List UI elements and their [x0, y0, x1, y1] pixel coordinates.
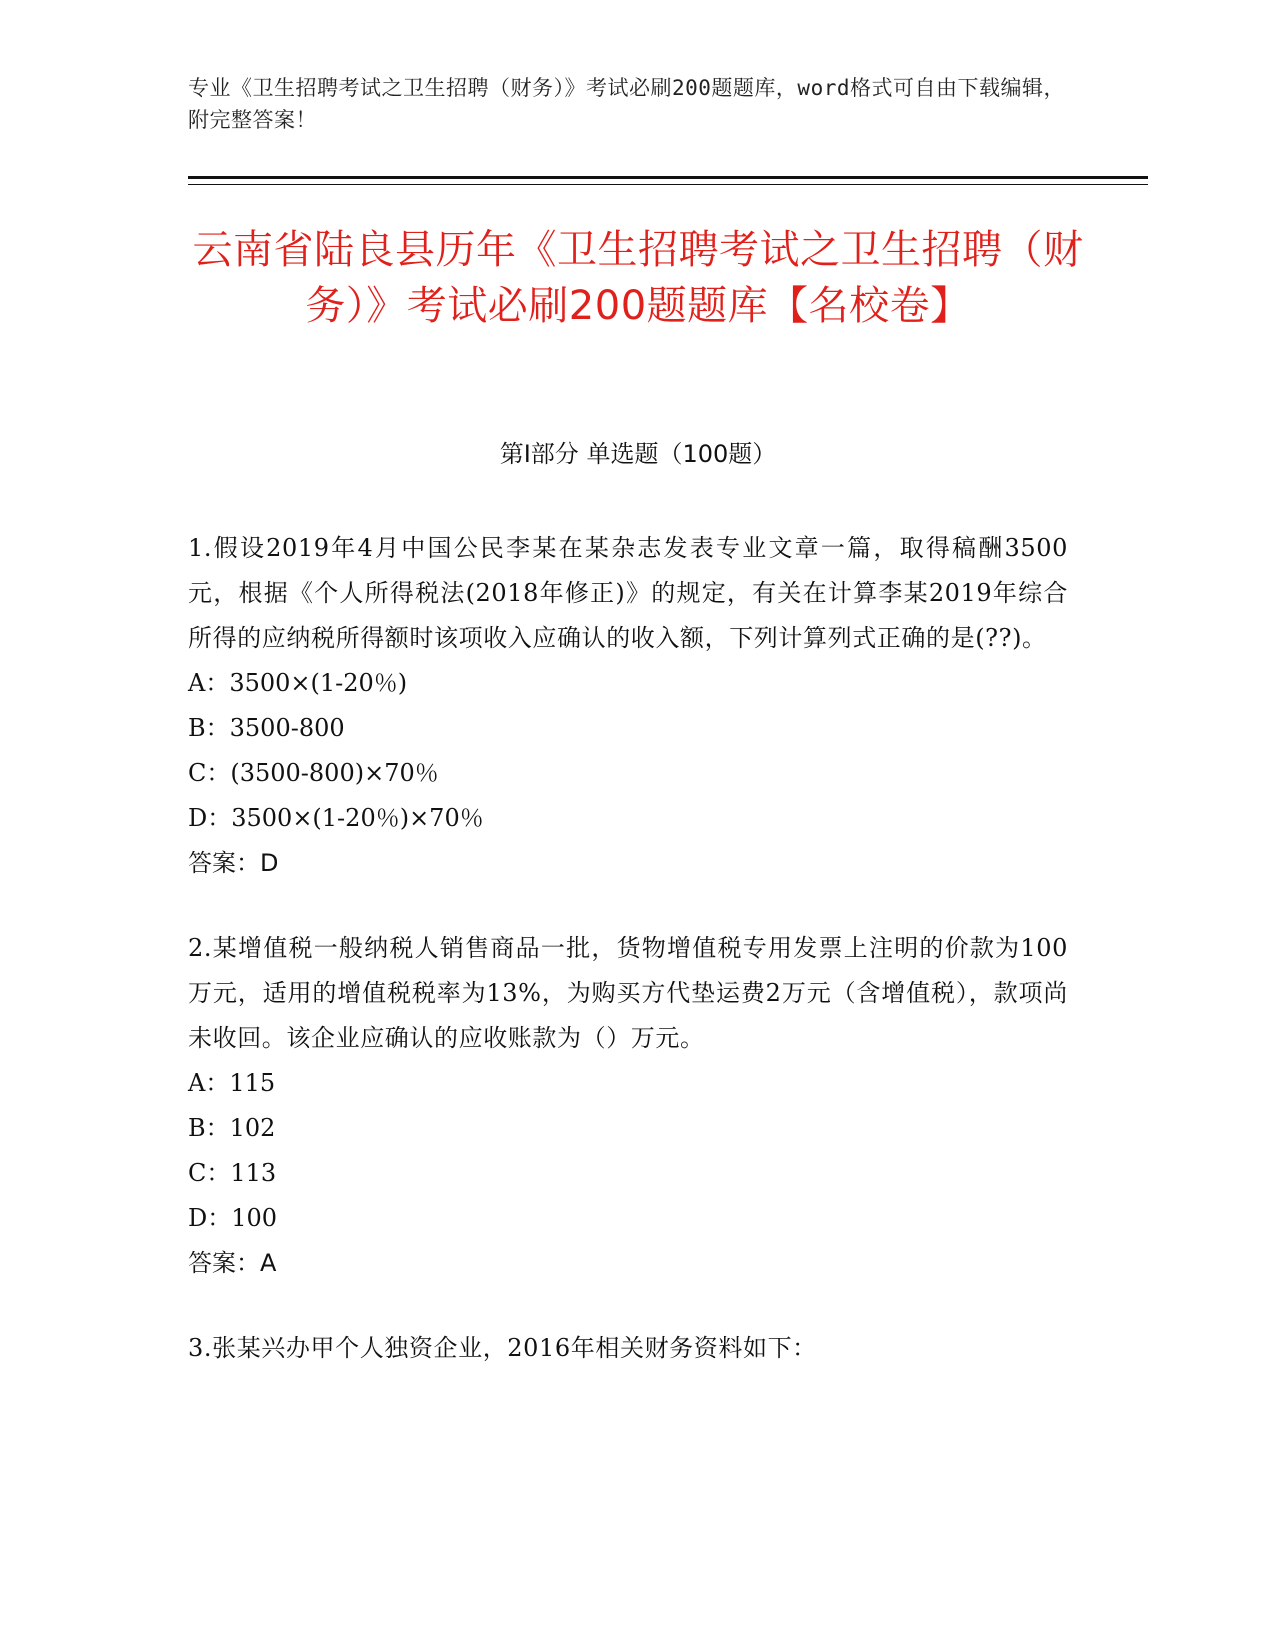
- option-b: B：102: [188, 1114, 276, 1142]
- answer: 答案：D: [188, 849, 279, 877]
- section-heading: 第Ⅰ部分 单选题（100题）: [499, 440, 777, 468]
- option-c: C：113: [188, 1159, 277, 1187]
- question-text: 2.某增值税一般纳税人销售商品一批，货物增值税专用发票上注明的价款为100万元，适用的增值税税率为13%，为购买方代垫运费2万元（含增值税），款项尚未收回。该企业应确认的应收账款为（）万元。: [188, 934, 1068, 1052]
- option-c: C：(3500-800)×70％: [188, 759, 439, 787]
- header-divider-thin: [188, 184, 1148, 185]
- answer: 答案：A: [188, 1249, 277, 1277]
- option-d: D：3500×(1-20％)×70％: [188, 804, 484, 832]
- option-a: A：115: [188, 1069, 276, 1097]
- question-text: 1.假设2019年4月中国公民李某在某杂志发表专业文章一篇，取得稿酬3500元，根据《个人所得税法(2018年修正)》的规定，有关在计算李某2019年综合所得的应纳税所得额时该项收入应确认的收入额，下列计算列式正确的是(??)。: [188, 534, 1068, 652]
- document-title: 云南省陆良县历年《卫生招聘考试之卫生招聘（财务）》考试必刷200题题库【名校卷】: [192, 227, 1084, 329]
- question-text: 3.张某兴办甲个人独资企业，2016年相关财务资料如下：: [188, 1334, 817, 1362]
- question-list: [188, 526, 1068, 1411]
- header-note: 专业《卫生招聘考试之卫生招聘（财务）》考试必刷200题题库，word格式可自由下载编辑，附完整答案！: [188, 76, 1065, 132]
- question-1: [188, 526, 1068, 886]
- option-d: D：100: [188, 1204, 278, 1232]
- option-b: B：3500-800: [188, 714, 345, 742]
- question-3: [188, 1326, 1068, 1371]
- option-a: A：3500×(1-20％): [188, 669, 408, 697]
- question-2: [188, 926, 1068, 1286]
- header-divider-thick: [188, 176, 1148, 179]
